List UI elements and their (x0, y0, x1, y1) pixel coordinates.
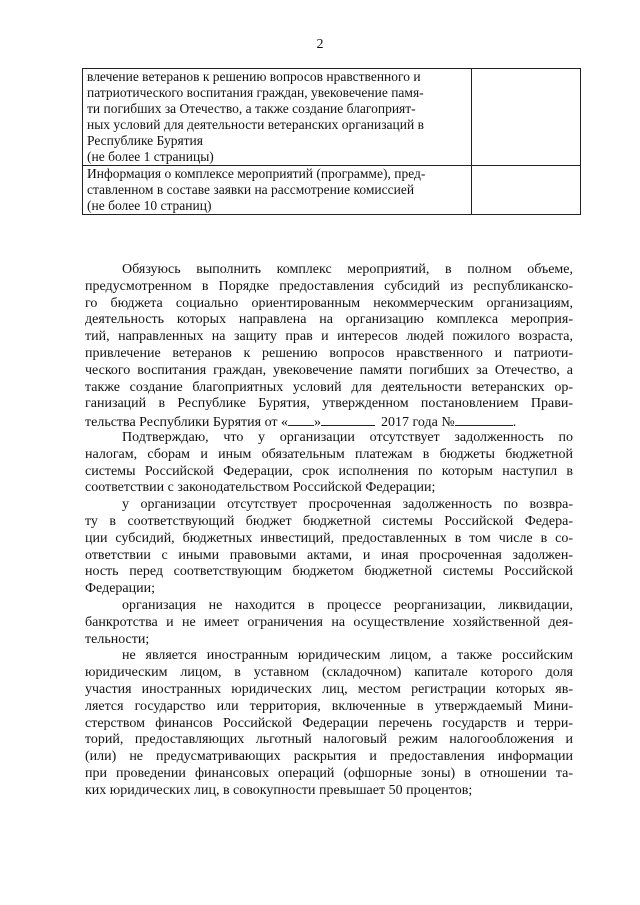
table-cell-description (83, 166, 472, 215)
resolution-end: . (512, 415, 517, 431)
text-line: торий, предоставляющих льготный налоговый режим налогообложения и (85, 732, 573, 748)
month-blank[interactable] (321, 413, 375, 426)
text-line: ких юридических лиц, в совокупности превышает 50 процентов; (85, 782, 473, 798)
text-line: участия иностранных юридических лиц, местом регистрации которых яв- (85, 681, 573, 697)
paragraph-not-foreign-entity (85, 648, 573, 799)
text-line: предусмотренном в Порядке предоставления субсидий из республиканско- (85, 278, 573, 294)
text-line: тельности; (85, 631, 150, 647)
text-line: не является иностранным юридическим лицом, а также российским (122, 648, 573, 664)
table-cell-description (83, 69, 472, 166)
requirements-table (82, 68, 581, 215)
day-blank[interactable] (288, 413, 314, 426)
text-line: банкротства и не имеет ограничения на осуществление хозяйственной дея- (85, 614, 573, 630)
text-line: ность перед соответствующим бюджетом бюджетной системы Российской (85, 564, 573, 580)
table-line: (не более 10 страниц) (87, 198, 212, 213)
resolution-prefix: тельства Республики Бурятия от « (85, 415, 289, 431)
table-line: ных условий для деятельности ветеранских организаций в (87, 117, 424, 132)
resolution-mid: » (314, 415, 322, 431)
text-line: налогам, сборам и иным обязательным платежам в бюджеты бюджетной (85, 446, 573, 462)
text-line: соответствии с законодательством Российской Федерации; (85, 480, 436, 496)
paragraph-no-overdue-debt (85, 497, 573, 598)
table-row (83, 69, 581, 166)
text-line: (или) не предусматривающих раскрытия и предоставления информации (85, 749, 573, 765)
text-line: деятельность которых направлена на организацию комплекса мероприя- (85, 312, 573, 328)
text-line: ту в соответствующий бюджет бюджетной системы Российской Федера- (85, 513, 573, 529)
text-line: тий, направленных на защиту прав и интересов людей пожилого возраста, (85, 329, 573, 345)
table-line: влечение ветеранов к решению вопросов нравственного и (87, 69, 421, 84)
text-line: организация не находится в процессе реорганизации, ликвидации, (122, 597, 573, 613)
table-line: Республике Бурятия (87, 133, 203, 148)
table-line: ти погибших за Отечество, а также создание благоприят- (87, 101, 416, 116)
table-line: Информация о комплексе мероприятий (программе), пред- (87, 166, 426, 181)
table-line: патриотического воспитания граждан, увековечение памя- (87, 85, 424, 100)
body-text (85, 262, 573, 800)
text-line: ответствии с иными правовыми актами, и иная просроченная задолжен- (85, 547, 573, 563)
text-line: при проведении финансовых операций (офшорные зоны) в отношении та- (85, 765, 573, 781)
paragraph-no-tax-debt (85, 430, 573, 497)
text-line: Подтверждаю, что у организации отсутствует задолженность по (122, 429, 573, 445)
text-line: также создание благоприятных условий для деятельности ветеранских ор- (85, 379, 573, 395)
table-line: (не более 1 страницы) (87, 149, 214, 164)
text-line: го бюджета социально ориентированным некоммерческим организациям, (85, 295, 573, 311)
text-line: Федерации; (85, 581, 156, 597)
text-line: юридическим лицом, в уставном (складочном) капитале которого доля (85, 665, 573, 681)
text-line: у организации отсутствует просроченная задолженность по возвра- (122, 497, 573, 513)
paragraph-commitment (85, 262, 573, 430)
table-row (83, 166, 581, 215)
text-line: системы Российской Федерации, срок исполнения по которым наступил в (85, 463, 573, 479)
text-line: привлечение ветеранов к решению вопросов нравственного и патриоти- (85, 345, 573, 361)
text-line-resolution (85, 413, 573, 430)
text-line: Обязуюсь выполнить комплекс мероприятий, в полном объеме, (122, 262, 573, 277)
page-number: 2 (316, 37, 324, 52)
table-cell-value (472, 69, 581, 166)
number-blank[interactable] (455, 413, 513, 426)
text-line: ганизаций в Республике Бурятия, утвержденном постановлением Прави- (85, 396, 573, 412)
paragraph-no-reorganization (85, 598, 573, 648)
text-line: ции субсидий, бюджетных инвестиций, предоставленных в том числе в со- (85, 530, 573, 546)
resolution-year: 2017 года № (381, 415, 455, 431)
table-line: ставленном в составе заявки на рассмотрение комиссией (87, 182, 415, 197)
text-line: стерством финансов Российской Федерации перечень государств и терри- (85, 715, 573, 731)
text-line: ческого воспитания граждан, увековечение памяти погибших за Отечество, а (85, 362, 573, 378)
text-line: ляется государство или территория, включенные в утверждаемый Мини- (85, 698, 573, 714)
table-cell-value (472, 166, 581, 215)
